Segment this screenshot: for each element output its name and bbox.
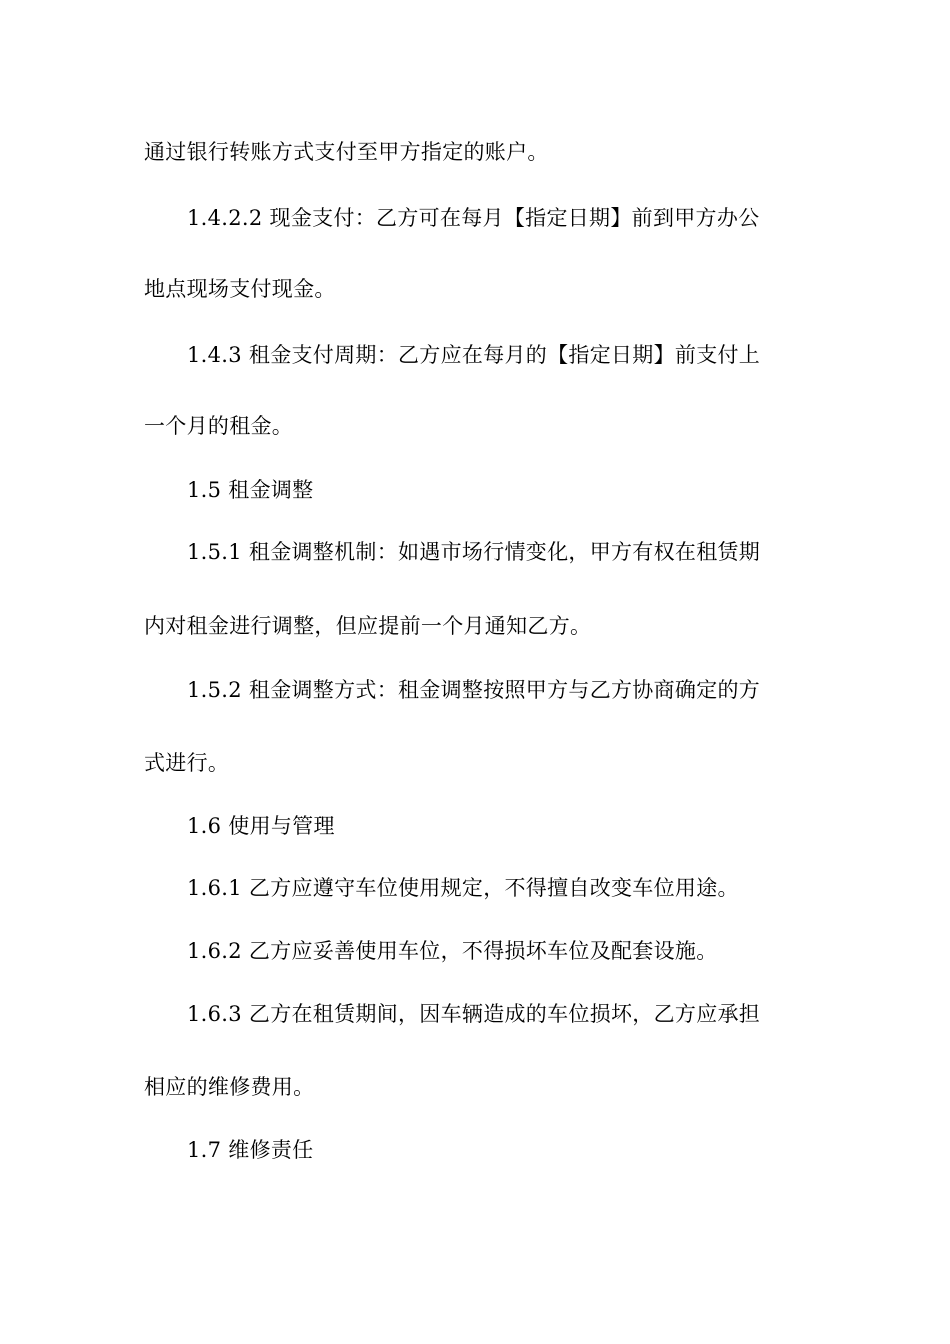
paragraph-line: 式进行。 (144, 751, 230, 775)
paragraph-line: 1.4.3 租金支付周期：乙方应在每月的【指定日期】前支付上 (187, 343, 761, 367)
paragraph-line: 1.6.1 乙方应遵守车位使用规定，不得擅自改变车位用途。 (187, 876, 739, 900)
paragraph-line: 1.4.2.2 现金支付：乙方可在每月【指定日期】前到甲方办公 (187, 206, 760, 230)
paragraph-line: 地点现场支付现金。 (144, 277, 336, 301)
paragraph-line: 1.6.3 乙方在租赁期间，因车辆造成的车位损坏，乙方应承担 (187, 1002, 761, 1026)
paragraph-line: 内对租金进行调整，但应提前一个月通知乙方。 (144, 614, 592, 638)
paragraph-line: 通过银行转账方式支付至甲方指定的账户。 (144, 140, 549, 164)
paragraph-line: 1.5.1 租金调整机制：如遇市场行情变化，甲方有权在租赁期 (187, 540, 761, 564)
section-heading: 1.5 租金调整 (187, 478, 314, 502)
section-heading: 1.7 维修责任 (187, 1138, 314, 1162)
section-heading: 1.6 使用与管理 (187, 814, 335, 838)
paragraph-line: 相应的维修费用。 (144, 1075, 315, 1099)
paragraph-line: 1.5.2 租金调整方式：租金调整按照甲方与乙方协商确定的方 (187, 678, 761, 702)
paragraph-line: 1.6.2 乙方应妥善使用车位，不得损坏车位及配套设施。 (187, 939, 718, 963)
paragraph-line: 一个月的租金。 (144, 414, 294, 438)
